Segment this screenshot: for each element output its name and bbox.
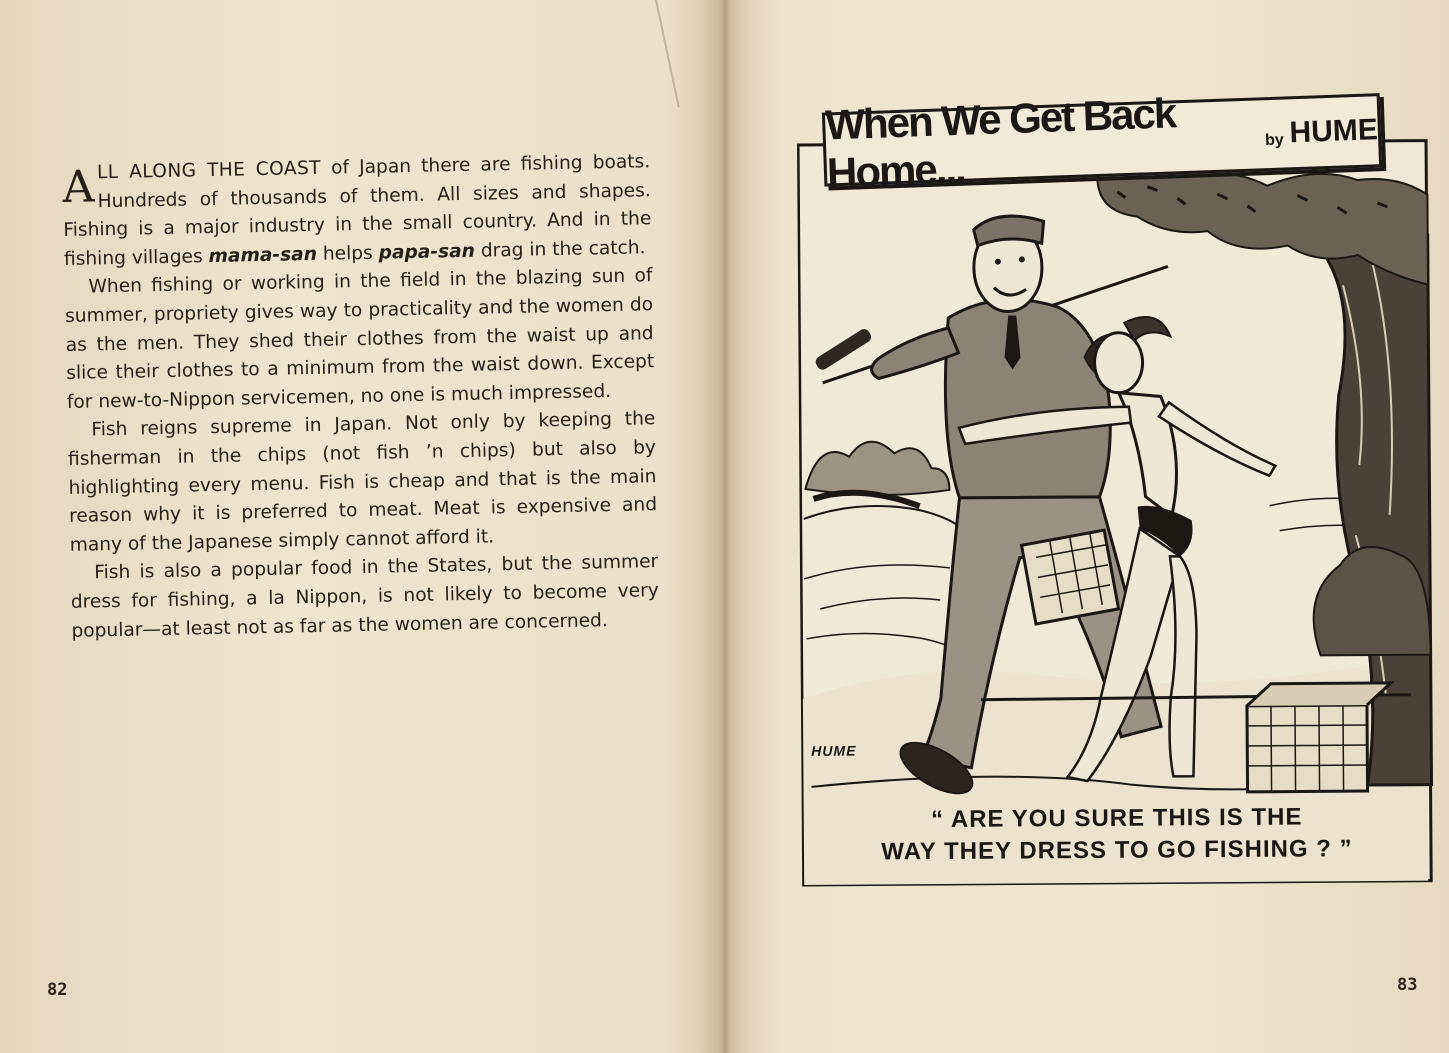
cartoon-artist: HUME xyxy=(1288,113,1379,150)
paragraph-2: When fishing or working in the field in the blazing sun of summer, propriety gives way to practicality and the women do as the men. They shed their clothes from the waist up and slice their clothes to a minimum from the waist down. Except for new-to-Nippon servicemen, no one is much impressed. xyxy=(64,265,655,413)
page-number-right: 83 xyxy=(1397,975,1418,995)
paragraph-1-tail: drag in the catch. xyxy=(474,237,646,262)
paragraph-3: Fish reigns supreme in Japan. Not only by keeping the fisherman in the chips (not fish ’n chips) but also by highlighting every menu. Fish is cheap and that is the main reason why it is preferred to meat. Meat is expensive and many of the Japanese simply cannot afford it. xyxy=(67,408,658,556)
page-number-left: 82 xyxy=(47,980,68,1000)
article-text xyxy=(62,148,660,646)
caption-line-2: WAY THEY DRESS TO GO FISHING ? ” xyxy=(881,835,1353,866)
paragraph-1 xyxy=(62,148,652,274)
emphasis-papa-san: papa-san xyxy=(378,240,476,264)
left-page xyxy=(0,0,724,1053)
paragraph-1-mid: helps xyxy=(316,242,379,265)
drop-cap: A xyxy=(62,161,95,213)
cartoon-panel xyxy=(797,89,1436,887)
cartoon-title: When We Get Back Home... xyxy=(824,89,1176,197)
cartoon-illustration xyxy=(797,135,1436,887)
caption-line-1: “ ARE YOU SURE THIS IS THE xyxy=(930,803,1303,834)
paragraph-4: Fish is also a popular food in the States, but the summer dress for fishing, a la Nippon, is not likely to become very popular—at least not as far as the women are concerned. xyxy=(70,551,659,642)
emphasis-mama-san: mama-san xyxy=(208,243,318,267)
paragraph-1-text: of Japan there are fishing boats. Hundreds of thousands of them. All sizes and shapes. Fishing is a major industry in the small country. And in the fishing villages xyxy=(63,151,652,270)
cartoon-caption xyxy=(822,801,1412,869)
cartoon-byline: by xyxy=(1264,131,1285,150)
lead-in: LL ALONG THE COAST xyxy=(96,157,322,184)
right-page xyxy=(725,0,1449,1053)
artist-signature: HUME xyxy=(811,742,857,759)
